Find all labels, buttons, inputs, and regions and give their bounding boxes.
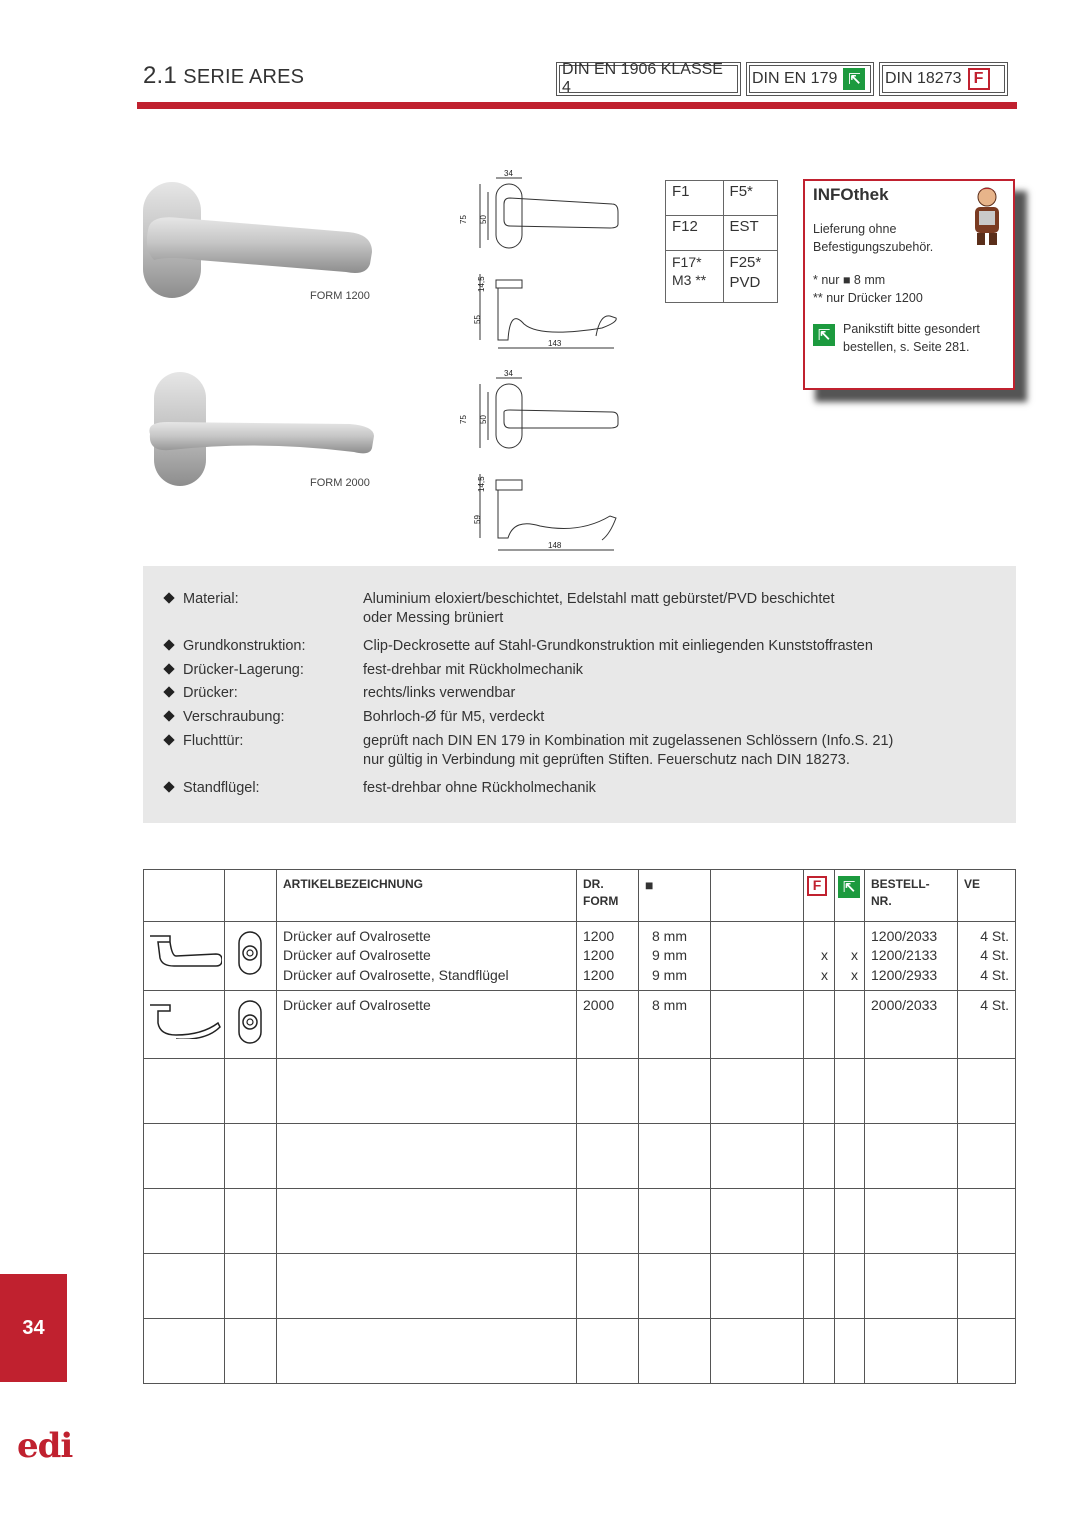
spec-key: Drücker:	[163, 684, 238, 703]
product-label: FORM 1200	[310, 290, 370, 302]
infothek-box	[803, 179, 1015, 390]
form-cell: 2000	[577, 990, 639, 1058]
fire-protection-icon: F	[968, 68, 990, 90]
section-title	[143, 62, 304, 90]
infothek-note: * nur ■ 8 mm	[813, 273, 886, 287]
dimension-height: 75	[459, 215, 468, 224]
norm-badge-din-en-1906	[556, 62, 741, 96]
spec-value: rechts/links verwendbar	[363, 685, 516, 701]
emergency-exit-icon: ⇱	[843, 68, 865, 90]
handle-drawing	[144, 922, 225, 991]
spec-value: Clip-Deckrosette auf Stahl-Grundkonstruktion mit einliegenden Kunststoffrasten	[363, 638, 873, 654]
rosette-drawing	[225, 922, 277, 991]
dimension-projection: 55	[473, 315, 482, 324]
table-row-empty	[144, 1254, 1016, 1319]
spec-value: geprüft nach DIN EN 179 in Kombination mit zugelassenen Schlössern (Info.S. 21) nur gültig in Verbindung mit geprüften Stiften. Feuerschutz nach DIN 18273.	[363, 733, 894, 768]
spec-value: fest-drehbar ohne Rückholmechanik	[363, 780, 596, 796]
form-cell: 1200 1200 1200	[577, 922, 639, 991]
dimension-height: 75	[459, 415, 468, 424]
table-row-empty	[144, 1189, 1016, 1254]
norm-label: DIN EN 179	[752, 70, 838, 87]
infothek-title: INFOthek	[813, 185, 889, 204]
empty-cell	[711, 922, 804, 991]
header-rule	[137, 102, 1017, 109]
dimension-length: 143	[548, 339, 562, 348]
bullet-icon	[163, 686, 174, 697]
dimension-rosette: 50	[479, 415, 488, 424]
finish-cell: F1	[666, 181, 724, 216]
brand-logo: edi	[17, 1426, 73, 1466]
handle-drawing	[144, 990, 225, 1058]
bullet-icon	[163, 710, 174, 721]
header-cell	[225, 870, 277, 922]
dimension-offset: 14,5	[477, 476, 486, 492]
exit-cell	[835, 990, 865, 1058]
emergency-exit-icon: ⇱	[813, 324, 835, 346]
oval-rosette-icon	[235, 930, 265, 976]
finish-cell: F25* PVD	[723, 251, 777, 303]
dimension-offset: 14,5	[477, 276, 486, 292]
header-ve: VE	[958, 870, 1016, 922]
section-number: 2.1	[143, 62, 177, 89]
norm-badge-din-18273	[879, 62, 1008, 96]
table-row	[144, 990, 1016, 1058]
fire-cell: x x	[804, 922, 835, 991]
page-number: 34	[22, 1316, 45, 1339]
bullet-icon	[163, 781, 174, 792]
spec-value: fest-drehbar mit Rückholmechanik	[363, 662, 584, 678]
specification-panel	[143, 566, 1016, 823]
norm-label: DIN EN 1906 KLASSE 4	[562, 61, 723, 96]
product-photo-form-1200	[140, 180, 376, 300]
spec-value: Bohrloch-Ø für M5, verdeckt	[363, 709, 545, 725]
bullet-icon	[163, 663, 174, 674]
finish-cell: F5*	[723, 181, 777, 216]
spec-value: Aluminium eloxiert/beschichtet, Edelstahl matt gebürstet/PVD beschichtet oder Messing brüniert	[363, 591, 835, 626]
bullet-icon	[163, 592, 174, 603]
table-header-row	[144, 870, 1016, 922]
header-article: ARTIKELBEZEICHNUNG	[277, 870, 577, 922]
exit-cell: x x	[835, 922, 865, 991]
header-exit	[835, 870, 865, 922]
ve-cell: 4 St.	[958, 990, 1016, 1058]
norm-badge-din-en-179	[746, 62, 874, 96]
empty-cell	[711, 990, 804, 1058]
section-name: SERIE ARES	[183, 66, 305, 88]
square-cell: 8 mm	[639, 990, 711, 1058]
bullet-icon	[163, 639, 174, 650]
finish-cell: F17* M3 **	[666, 251, 724, 303]
product-photo-form-2000	[140, 366, 376, 488]
square-cell: 8 mm 9 mm 9 mm	[639, 922, 711, 991]
dimension-width: 34	[504, 169, 513, 178]
bullet-icon	[163, 734, 174, 745]
finish-cell: F12	[666, 216, 724, 251]
handle-outline-icon	[146, 999, 222, 1039]
fire-cell	[804, 990, 835, 1058]
dimension-projection: 59	[473, 515, 482, 524]
header-order: BESTELL- NR.	[865, 870, 958, 922]
finish-table	[665, 180, 778, 303]
spec-key: Verschraubung:	[163, 708, 285, 727]
spec-key: Grundkonstruktion:	[163, 637, 306, 656]
header-cell	[144, 870, 225, 922]
header-fire	[804, 870, 835, 922]
header-square: ■	[639, 870, 711, 922]
article-table	[143, 869, 1016, 1384]
spec-key: Drücker-Lagerung:	[163, 661, 304, 680]
dimension-rosette: 50	[479, 215, 488, 224]
article-cell: Drücker auf Ovalrosette Drücker auf Ovalrosette Drücker auf Ovalrosette, Standflügel	[277, 922, 577, 991]
mascot-icon	[969, 185, 1005, 247]
table-row-empty	[144, 1124, 1016, 1189]
product-label: FORM 2000	[310, 477, 370, 489]
table-row-empty	[144, 1319, 1016, 1384]
finish-cell: EST	[723, 216, 777, 251]
panic-text: Panikstift bitte gesondert bestellen, s. Seite 281.	[843, 322, 980, 354]
dimension-width: 34	[504, 369, 513, 378]
infothek-note: ** nur Drücker 1200	[813, 290, 923, 305]
spec-key: Material:	[163, 590, 239, 609]
oval-rosette-icon	[235, 999, 265, 1045]
panic-note	[813, 321, 1005, 356]
rosette-drawing	[225, 990, 277, 1058]
table-row	[144, 922, 1016, 991]
dimension-length: 148	[548, 541, 562, 550]
article-cell: Drücker auf Ovalrosette	[277, 990, 577, 1058]
fire-protection-icon: F	[807, 876, 827, 896]
norm-label: DIN 18273	[885, 70, 962, 87]
header-cell	[711, 870, 804, 922]
table-row-empty	[144, 1059, 1016, 1124]
header-form: DR. FORM	[577, 870, 639, 922]
infothek-text: Lieferung ohne Befestigungszubehör.	[813, 222, 934, 254]
ve-cell: 4 St. 4 St. 4 St.	[958, 922, 1016, 991]
order-cell: 1200/2033 1200/2133 1200/2933	[865, 922, 958, 991]
spec-key: Fluchttür:	[163, 732, 243, 751]
technical-drawing-form-1200	[450, 168, 625, 358]
handle-outline-icon	[146, 930, 222, 970]
page-number-tab	[0, 1274, 67, 1382]
emergency-exit-icon: ⇱	[838, 876, 860, 898]
order-cell: 2000/2033	[865, 990, 958, 1058]
technical-drawing-form-2000	[450, 366, 625, 561]
spec-key: Standflügel:	[163, 779, 260, 798]
